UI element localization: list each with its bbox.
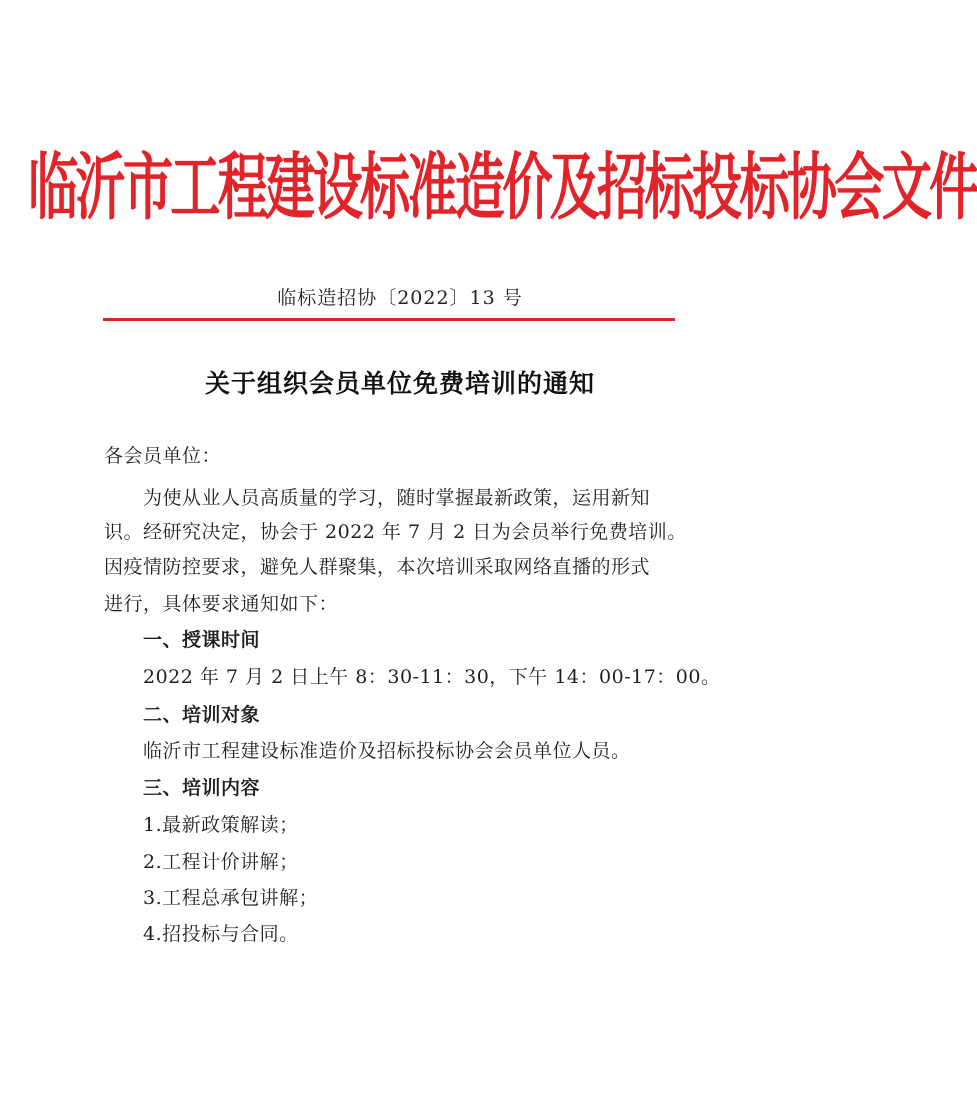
red-divider-rule bbox=[103, 318, 675, 321]
salutation: 各会员单位： bbox=[104, 445, 222, 467]
section-heading-content: 三、培训内容 bbox=[143, 777, 261, 799]
section-body-target: 临沂市工程建设标准造价及招标投标协会会员单位人员。 bbox=[143, 740, 631, 762]
section-heading-target: 二、培训对象 bbox=[143, 704, 261, 726]
intro-line-1: 为使从业人员高质量的学习，随时掌握最新政策，运用新知 bbox=[143, 487, 651, 509]
document-number: 临标造招协〔2022〕13 号 bbox=[277, 287, 523, 309]
content-item-4: 4.招投标与合同。 bbox=[143, 923, 299, 945]
content-item-1: 1.最新政策解读； bbox=[143, 814, 299, 836]
notice-title: 关于组织会员单位免费培训的通知 bbox=[204, 369, 595, 398]
intro-line-2: 识。经研究决定，协会于 2022 年 7 月 2 日为会员举行免费培训。 bbox=[104, 521, 687, 543]
intro-line-3: 因疫情防控要求，避免人群聚集，本次培训采取网络直播的形式 bbox=[104, 556, 651, 578]
section-heading-time: 一、授课时间 bbox=[143, 629, 261, 651]
intro-line-4: 进行，具体要求通知如下： bbox=[104, 593, 339, 615]
content-item-3: 3.工程总承包讲解； bbox=[143, 887, 319, 909]
section-body-time: 2022 年 7 月 2 日上午 8：30-11：30，下午 14：00-17：00。 bbox=[143, 666, 721, 688]
org-header-title: 临沂市工程建设标准造价及招标投标协会文件 bbox=[28, 144, 977, 230]
content-item-2: 2.工程计价讲解； bbox=[143, 851, 299, 873]
